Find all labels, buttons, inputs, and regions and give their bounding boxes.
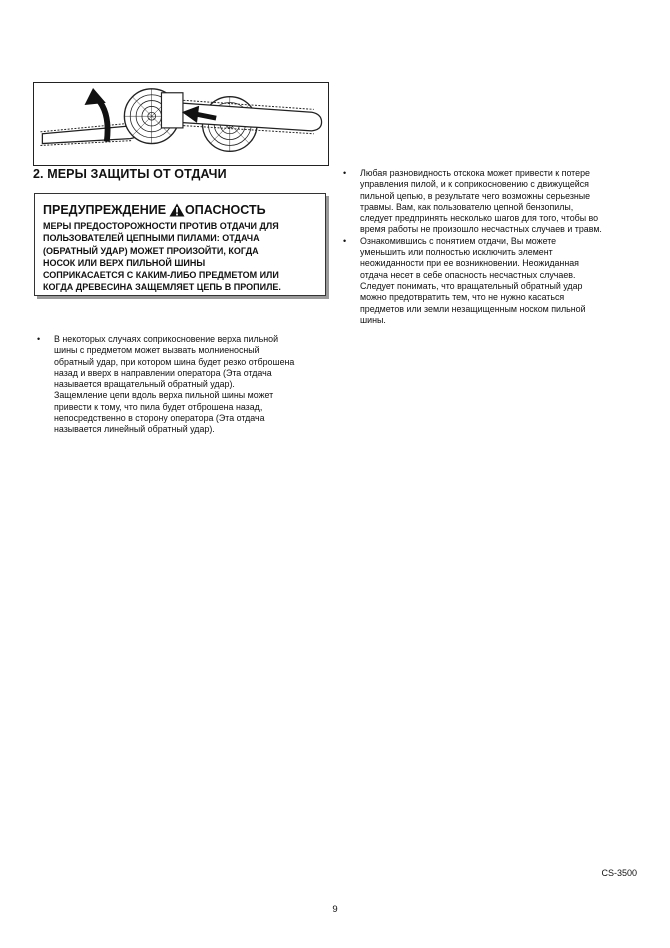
warning-line: ПОЛЬЗОВАТЕЛЕЙ ЦЕПНЫМИ ПИЛАМИ: ОТДАЧА — [43, 233, 260, 244]
left-saw-bar — [40, 123, 138, 145]
warning-line: МЕРЫ ПРЕДОСТОРОЖНОСТИ ПРОТИВ ОТДАЧИ ДЛЯ — [43, 221, 279, 231]
list-item — [343, 168, 641, 236]
page-number: 9 — [332, 904, 338, 915]
text-line: • Ознакомившись с понятием отдачи, Вы можете — [360, 235, 557, 246]
warning-label: ПРЕДУПРЕЖДЕНИЕ — [43, 203, 167, 217]
warning-text — [43, 220, 317, 294]
warning-line: КОГДА ДРЕВЕСИНА ЗАЩЕМЛЯЕТ ЦЕПЬ В ПРОПИЛЕ. — [43, 282, 281, 293]
warning-box — [34, 193, 326, 296]
text-line: можно предотвратить тем, что не нужно касаться — [360, 292, 565, 303]
danger-label: ОПАСНОСТЬ — [185, 203, 266, 217]
model-number: CS-3500 — [601, 868, 637, 878]
text-line: шины. — [360, 314, 386, 325]
left-bullet-list — [37, 334, 329, 436]
text-line: назад и вверх в направлении оператора (Эта отдача — [54, 367, 272, 378]
warning-line: НОСОК ИЛИ ВЕРХ ПИЛЬНОЙ ШИНЫ — [43, 257, 206, 268]
text-line: следует предпринять несколько шагов для того, чтобы во — [360, 213, 599, 224]
text-line: уменьшить или полностью исключить элемент — [360, 247, 553, 258]
text-line: называется линейный обратный удар). — [54, 424, 215, 435]
text-line: неожиданности при ее возникновении. Неожиданная — [360, 258, 579, 269]
text-line: управления пилой, и к соприкосновению с движущейся — [360, 179, 589, 190]
text-line: шины с предметом может вызвать молниеносный — [54, 345, 260, 356]
text-line: • В некоторых случаях соприкосновение верха пильной — [54, 334, 279, 344]
text-line: травмы. Вам, как пользователю цепной бензопилы, — [360, 201, 574, 212]
warning-triangle-icon — [169, 203, 185, 217]
kickback-illustration — [33, 82, 329, 166]
text-line: предметов или земли незащищенным носком пильной — [360, 303, 586, 314]
text-line: называется вращательный обратный удар). — [54, 379, 235, 390]
text-line: • Любая разновидность отскока может привести к потере — [360, 168, 590, 178]
text-line: Защемление цепи вдоль верха пильной шины может — [54, 390, 274, 401]
text-line: непосредственно в сторону оператора (Эта отдача — [54, 413, 265, 424]
warning-heading — [43, 203, 317, 217]
text-line: привести к тому, что пила будет отброшена назад, — [54, 401, 263, 412]
text-line: время работы не произошло несчастных случаев и травм. — [360, 224, 602, 235]
text-line: обратный удар, при котором шина будет резко отброшена — [54, 356, 295, 367]
list-item — [343, 236, 641, 326]
right-bullet-list — [343, 168, 641, 326]
warning-line: (ОБРАТНЫЙ УДАР) МОЖЕТ ПРОИЗОЙТИ, КОГДА — [43, 245, 259, 256]
text-line: пильной цепью, в результате чего возможны серьезные — [360, 190, 591, 201]
section-title: 2. МЕРЫ ЗАЩИТЫ ОТ ОТДАЧИ — [33, 167, 227, 181]
list-item — [37, 334, 329, 436]
text-line: отдача несет в себе опасность несчастных случаев. — [360, 269, 576, 280]
text-line: Следует понимать, что вращательный обратный удар — [360, 280, 583, 291]
warning-line: СОПРИКАСАЕТСЯ С КАКИМ-ЛИБО ПРЕДМЕТОМ ИЛИ — [43, 270, 279, 281]
